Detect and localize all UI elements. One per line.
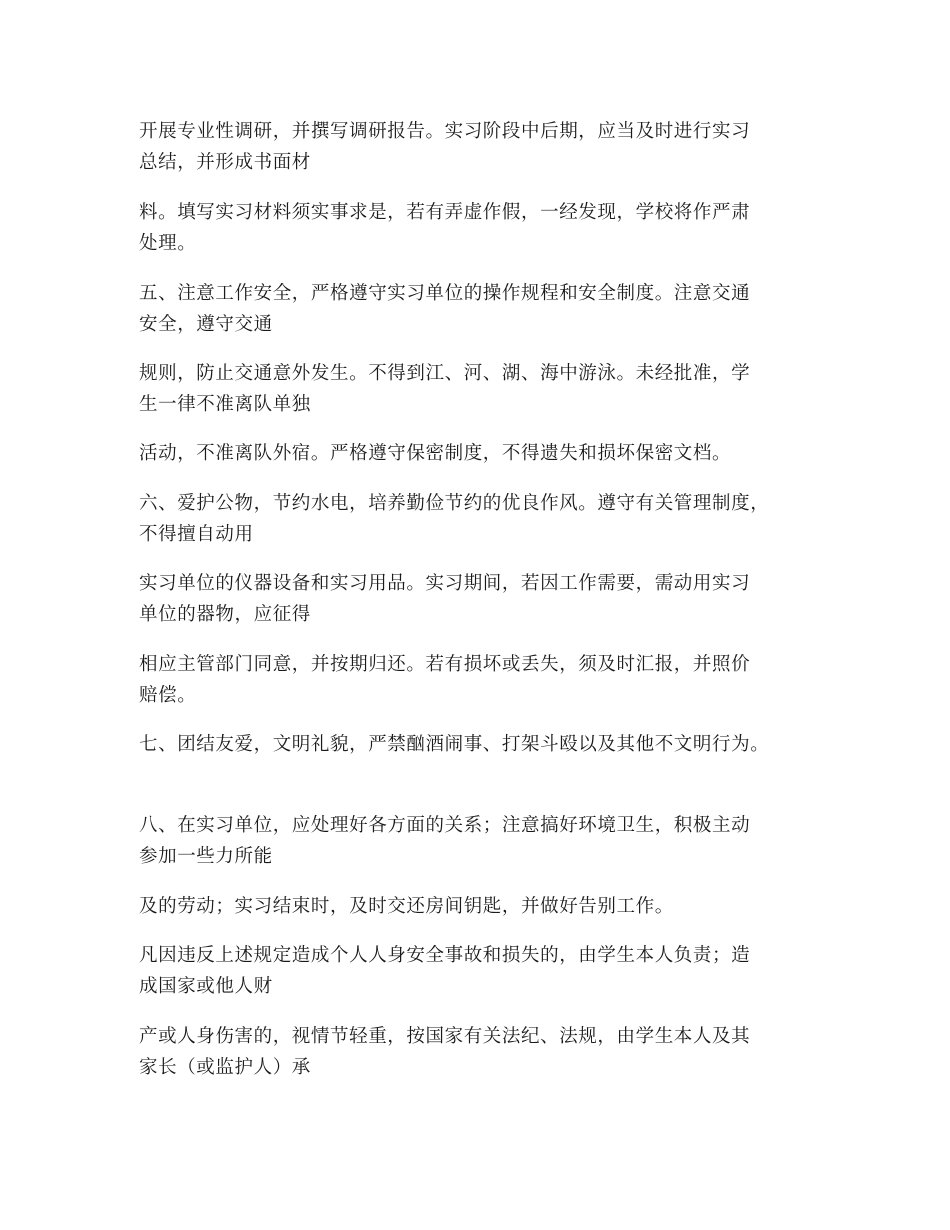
paragraph: 凡因违反上述规定造成个人人身安全事故和损失的，由学生本人负责；造 成国家或他人财 <box>139 945 751 997</box>
paragraph: 开展专业性调研，并撰写调研报告。实习阶段中后期，应当及时进行实习 总结，并形成书面材 <box>139 121 751 173</box>
paragraph: 五、注意工作安全，严格遵守实习单位的操作规程和安全制度。注意交通 安全，遵守交通 <box>139 283 751 335</box>
paragraph: 七、团结友爱，文明礼貌，严禁酗酒闹事、打架斗殴以及其他不文明行为。 <box>139 734 770 755</box>
paragraph: 活动，不准离队外宿。严格遵守保密制度，不得遗失和损坏保密文档。 <box>139 443 732 464</box>
paragraph: 相应主管部门同意，并按期归还。若有损坏或丢失，须及时汇报，并照价 赔偿。 <box>139 654 751 706</box>
paragraph: 料。填写实习材料须实事求是，若有弄虚作假，一经发现，学校将作严肃 处理。 <box>139 202 751 254</box>
paragraph: 八、在实习单位，应处理好各方面的关系；注意搞好环境卫生，积极主动 参加一些力所能 <box>139 815 751 867</box>
paragraph: 实习单位的仪器设备和实习用品。实习期间，若因工作需要，需动用实习 单位的器物，应征得 <box>139 573 751 625</box>
paragraph: 规则，防止交通意外发生。不得到江、河、湖、海中游泳。未经批准，学 生一律不准离队单独 <box>139 363 751 415</box>
paragraph: 六、爱护公物，节约水电，培养勤俭节约的优良作风。遵守有关管理制度， 不得擅自动用 <box>139 493 770 545</box>
paragraph: 及的劳动；实习结束时，及时交还房间钥匙，并做好告别工作。 <box>139 896 674 917</box>
paragraph: 产或人身伤害的，视情节轻重，按国家有关法纪、法规，由学生本人及其 家长（或监护人）承 <box>139 1026 751 1078</box>
